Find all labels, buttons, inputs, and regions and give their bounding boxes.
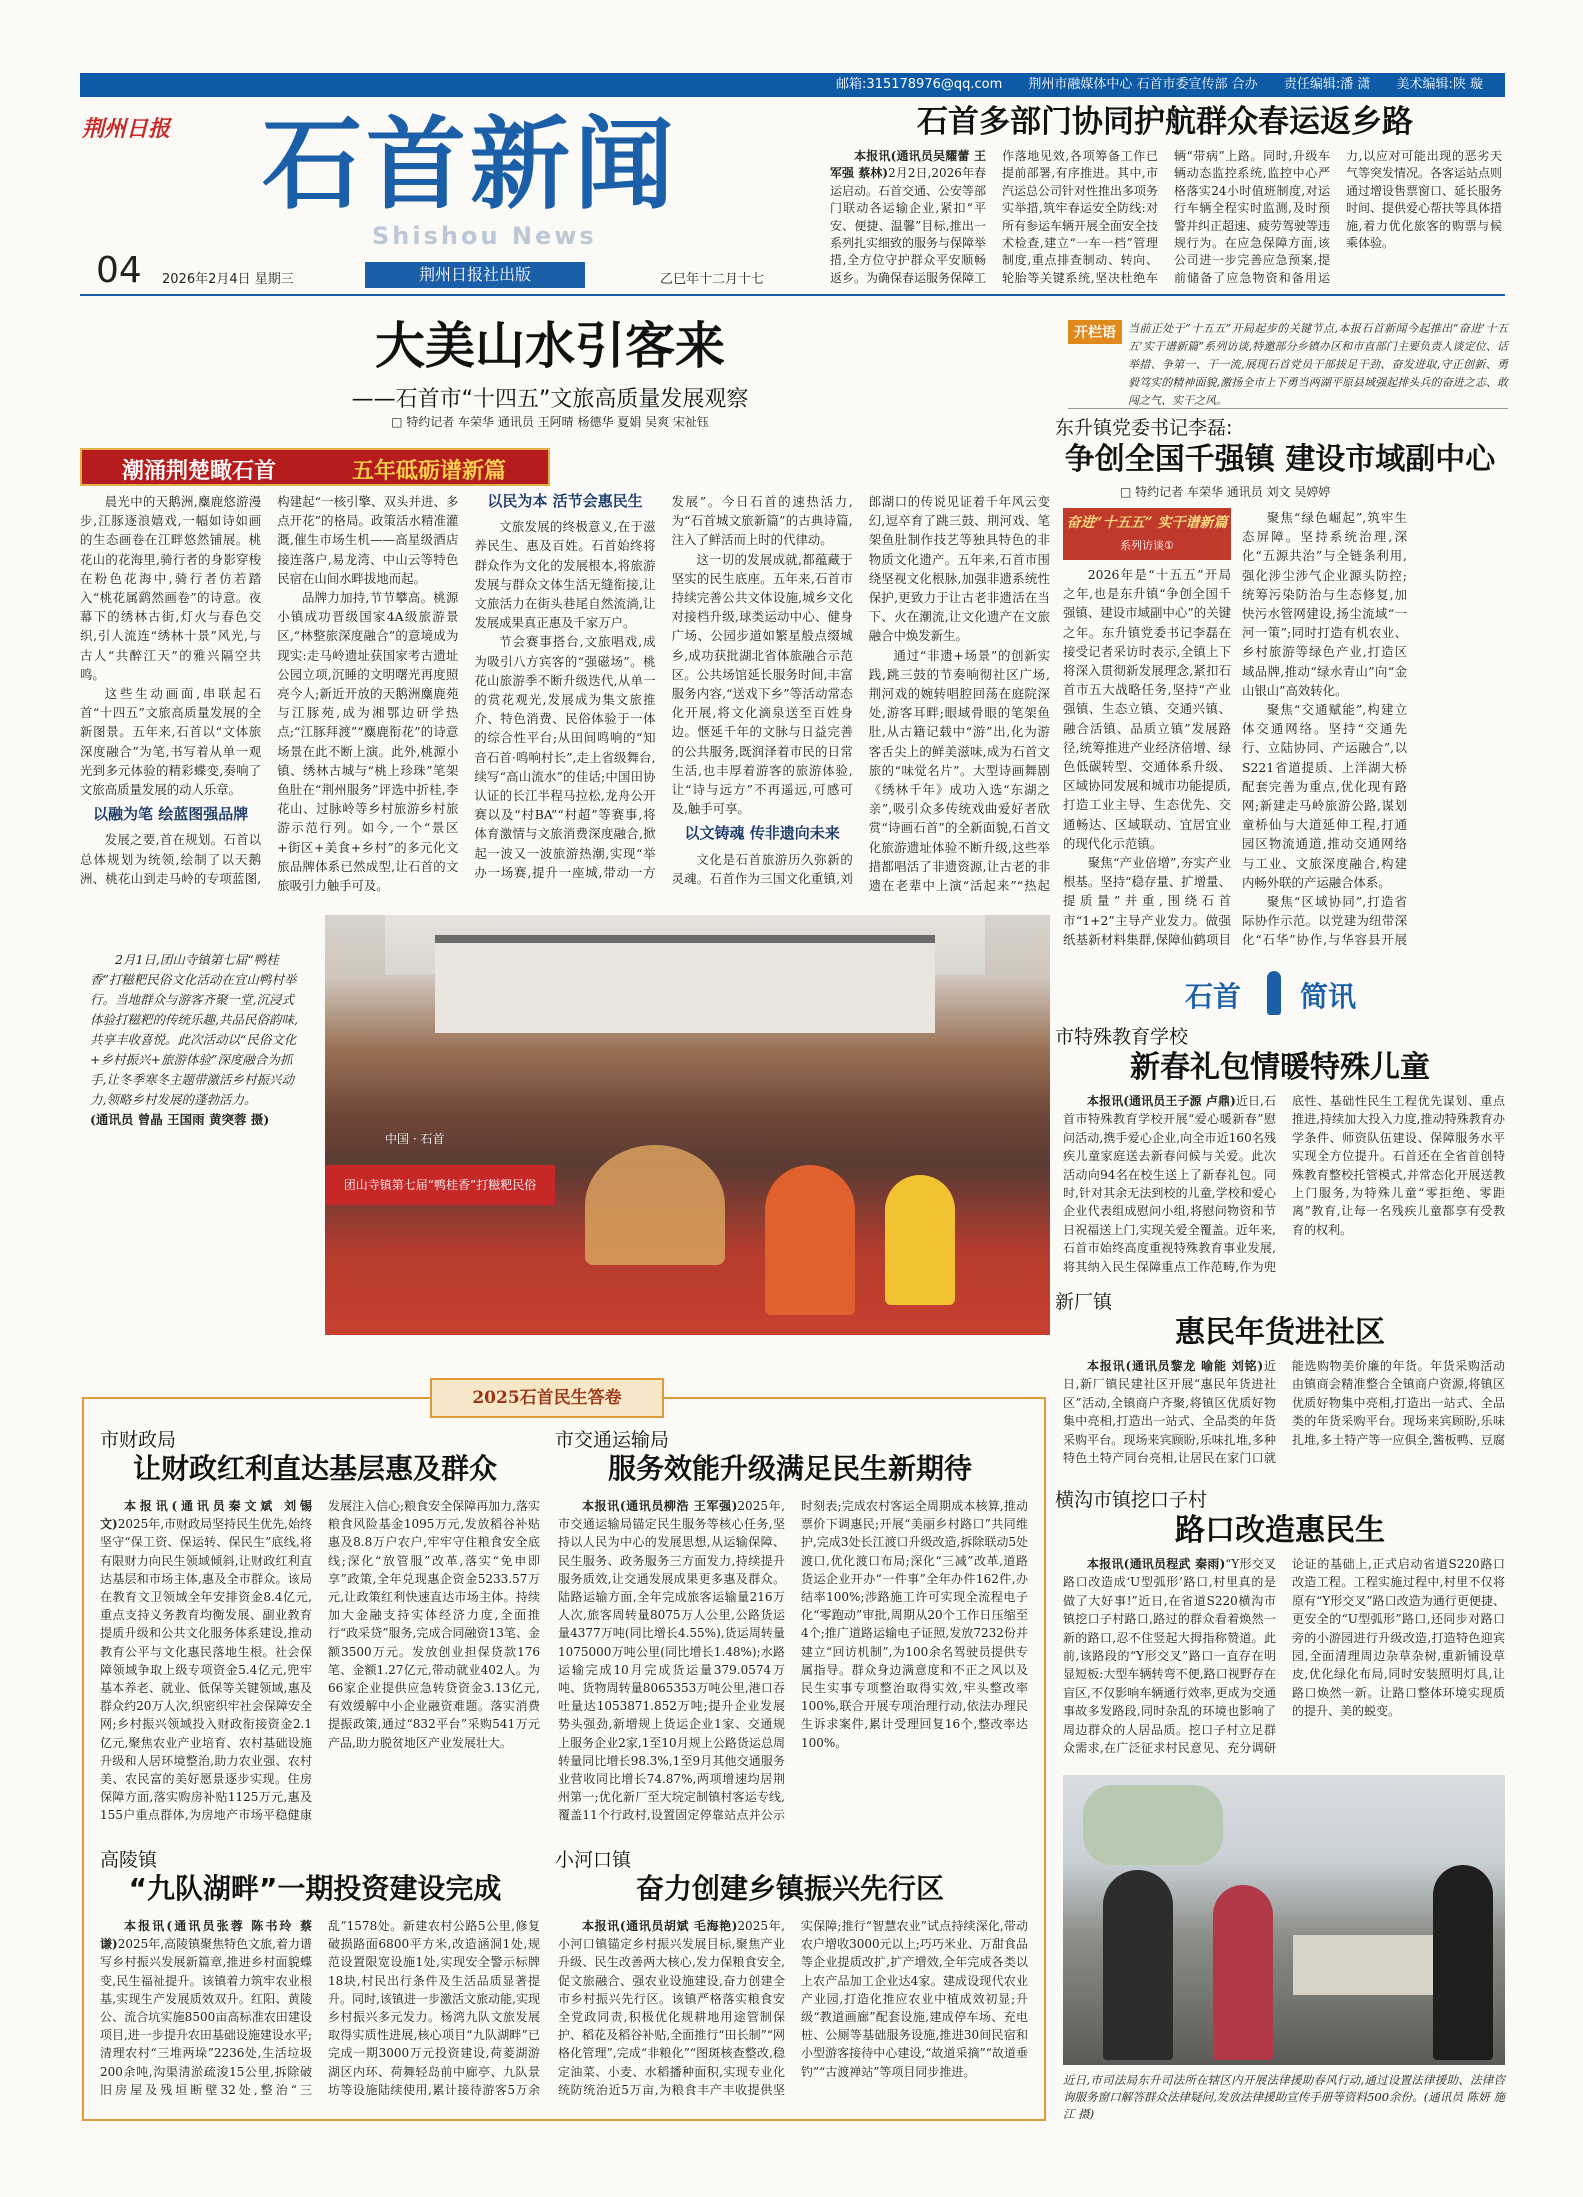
interview-kicker: 东升镇党委书记李磊: [1055, 417, 1233, 439]
lead-article-body [80, 492, 1050, 900]
item1-headline: 让财政红利直达基层惠及群众 [132, 1452, 497, 1485]
item3-byline: 本报讯(通讯员张蓉 陈书玲 蔡谦) [100, 1919, 312, 1952]
item4-kicker: 小河口镇 [555, 1849, 632, 1871]
masthead-english: Shishou News [372, 222, 597, 250]
photo-caption [90, 950, 300, 1130]
brief1-text: 近日,石首市特殊教育学校开展“爱心暖新春”慰问活动,携手爱心企业,向全市近160名残疾儿童家庭送去新春问候与关爱。此次活动向94名在校生送上了新春礼包。同时,针对其余无法到校的儿童,学校和爱心企业代表组成慰问小组,将慰问物资和节日祝福送上门,实现关爱全覆盖。近年来,石首市始终高度重视特殊教育事业发展,将其纳入民生保障重点工作范畴,作为兜底性、基础性民生工程优先谋划、重点推进,持续加大投入力度,推动特殊教育办学条件、师资队伍建设、保障服务水平实现全方位提升。石首还在全省首创特殊教育整校托管模式,并常态化开展送教上门服务,为特殊儿童“零拒绝、零距离”教育,让每一名残疾儿童都享有受教育的权利。 [1063, 1094, 1505, 1274]
photo-stage-text: 中国 · 石首 [385, 1132, 445, 1146]
lead-paragraph: 品牌力加持,节节攀高。桃源小镇成功晋级国家4A级旅游景区,“林整旅深度融合”的意境成为现实:走马岭遗址获国家考古遗址公园立项,沉睡的文明曙光再度照亮今人;新近开放的天鹅洲麋鹿苑与江豚苑,成为湘鄂边研学热点;“江豚拜渡”“麋鹿衔花”的诗意场景在此不断上演。此外,桃源小镇、绣林古城与“桃上珍珠”笔架鱼肚在“荆州服务”评选中折桂,李花山、过脉岭等乡村旅游乡村旅游示范行列。如今,一个“景区+街区+美食+乡村”的多元化文旅品牌体系已然成型,让石首的文旅吸引力触手可及。 [277, 590, 459, 894]
brief1-byline: 本报讯(通讯员王子源 卢鼎) [1087, 1094, 1236, 1108]
brief2-kicker: 新厂镇 [1055, 1291, 1113, 1313]
art-editor-text: 美术编辑:陕 璇 [1396, 77, 1483, 92]
kaipian-block [1068, 320, 1508, 410]
series-banner [80, 448, 550, 486]
interview-paragraph: 聚焦“产业倍增”,夯实产业根基。坚持“稳存量、扩增量、提质量”并重,围绕石首市“1+2”主导产业发力。做强纸基新材料集群,保障仙鹤项目 [1063, 855, 1231, 947]
brief2-headline: 惠民年货进社区 [1175, 1315, 1385, 1350]
brief2-body [1063, 1357, 1505, 1469]
series-badge-title: 奋进“十五五” 实干谱新篇 [1066, 515, 1228, 531]
top-info-bar [80, 73, 1505, 97]
legal-aid-caption: 近日,市司法局东升司法所在辖区内开展法律援助春风行动,通过设置法律援助、法律咨询服务窗口解答群众法律疑问,发放法律援助宣传手册等资料500余份。(通讯员 陈妍 施江 摄) [1063, 2073, 1505, 2121]
lunar-date: 乙巳年十二月十七 [660, 272, 765, 287]
item2-kicker: 市交通运输局 [555, 1429, 670, 1451]
photo-caption-text: 2月1日,团山寺镇第七届“鸭桂香”打糍粑民俗文化活动在宜山鸭村举行。当地群众与游客齐聚一堂,沉浸式体验打糍粑的传统乐趣,共品民俗韵味,共享丰收喜悦。此次活动以“民俗文化+乡村振兴+旅游体验”深度融合为抓手,让冬季寒冬主题带激活乡村振兴动力,领略乡村发展的蓬勃活力。 [90, 952, 298, 1107]
photo-performer-2 [885, 1175, 955, 1305]
brief3-body [1063, 1555, 1505, 1765]
brief3-text: “Y形交叉路口改造成‘U型弧形’路口,村里真的是做了大好事!”近日,在省道S220横沟市镇挖口子村路口,路过的群众看着焕然一新的路口,忍不住竖起大拇指称赞道。此前,该路段的“Y形交叉”路口一直存在明显短板:大型车辆转弯不便,路口视野存在盲区,不仅影响车辆通行效率,更成为交通事故多发路段,同时杂乱的环境也影响了周边群众的人居品质。挖口子村立足群众需求,在广泛征求村民意见、充分调研论证的基础上,正式启动省道S220路口改造工程。工程实施过程中,村里不仅将原有“Y形交叉”路口改造为通行更便捷、更安全的“U型弧形”路口,还同步对路口旁的小游园进行升级改造,打造特色迎宾园,全面清理周边杂草杂树,重新铺设草皮,优化绿化布局,同时安装照明灯具,让路口焕然一新。让路口整体环境实现质的提升、美的蜕变。 [1063, 1557, 1505, 1756]
item3-text: 2025年,高陵镇聚焦特色文旅,着力谱写乡村振兴发展新篇章,推进乡村面貌蝶变,民生福祉提升。该镇着力筑牢农业根基,实现生产发展质效双升。红阳、黄陵公、流合坑实施8500亩高标准农田建设项目,进一步提升农田基础设施建设水平;清理农村“三堆两垛”2236处,生活垃圾200余吨,沟渠清淤疏浚15公里,拆除破旧房屋及残垣断壁32处,整治“三乱”1578处。新建农村公路5公里,修复破损路面6800平方米,改造涵洞1处,规范设置限宽设施1处,实现安全警示标牌18块,村民出行条件及生活品质显著提升。同时,该镇进一步激活文旅动能,实现乡村振兴多元发力。杨湾九队文旅发展取得实质性进展,核心项目“九队湖畔”已完成一期3000万元投资建设,荷菱湖游湖区内环、荷舞轻岛前中廊亭、九队景坊等设施陆续使用,累计接待游客5万余 [100, 1919, 540, 2097]
interview-paragraph: 聚焦“绿色崛起”,筑牢生态屏障。坚持系统治理,深化“五源共治”与全链条利用,强化涉尘涉气企业源头防控;统筹污染防治与生态修复,加快污水管网建设,扬尘流域“一河一策”;同时打造有机农业、乡村旅游等绿色产业,打造区域品牌,推动“绿水青山”向“金山银山”高效转化。 [1242, 510, 1407, 698]
item3-headline: “九队湖畔”一期投资建设完成 [128, 1872, 502, 1905]
item2-headline: 服务效能升级满足民生新期待 [607, 1452, 972, 1485]
lead-paragraph: 通过“非遗+场景”的创新实践,跳三鼓的节奏响彻社区广场,荆河戏的婉转唱腔回荡在庭院深处,游客耳畔;眼域骨眼的笔架鱼肚,从古籍记载中“游”出,化为游客舌尖上的鲜美滋味,成为石首文旅的“味觉名片”。大型诗画舞剧《绣林千年》成功入选“东湖之亲”,吸引众多传统戏曲爱好者欣赏“诗画石首”的全新面貌,石首文化旅游遗址体验不断升级,这些举措都唱活了非遗资源,让古老的非遗在老辈中上演“活起来”“热起 [868, 647, 1050, 894]
interview-paragraph: 聚焦“交通赋能”,构建立体交通网络。坚持“交通先行、立陆协同、产运融合”,以S221省道提质、上洋湖大桥配套完善为重点,优化现有路网;新建走马岭旅游公路,谋划童桥仙与大道延伸工程,打通园区物流通道,推动交通网络与工业、文旅深度融合,构建内畅外联的产运融合体系。 [1242, 702, 1407, 890]
interview-byline: □ 特约记者 车荣华 通讯员 刘文 吴婷婷 [1120, 485, 1331, 499]
brief3-byline: 本报讯(通讯员程武 秦雨) [1087, 1557, 1226, 1571]
issue-date: 2026年2月4日 星期三 [162, 272, 294, 287]
interview-paragraph: 聚焦“区域协同”,打造省际协作示范。以党建为纽带深化“石华”协作,与华容县开展 [1242, 894, 1407, 948]
top-article-body [830, 148, 1502, 288]
banner-right-text: 五年砥砺谱新篇 [352, 458, 507, 484]
lead-paragraph: 发展之要,首在规划。石首以总体规划为统领,绘制了以天鹅洲、桃花山到走马岭的专项蓝图,构建起“一核引擎、双头并进、多点开花”的格局。政策活水精准灌溉,催生市场生机——高星级酒店接连落户,易龙湾、中山云等特色民宿在山间水畔拔地而起。 [80, 494, 459, 886]
masthead-title: 石首新闻 [262, 105, 678, 223]
photo-stage-banner: 团山寺镇第七届“鸭桂香”打糍粑民俗 [325, 1165, 555, 1205]
kaipian-label: 开栏语 [1068, 320, 1122, 344]
item4-byline: 本报讯(通讯员胡斌 毛海艳) [582, 1919, 738, 1933]
item2-byline: 本报讯(通讯员柳浩 王军强) [582, 1499, 738, 1513]
lead-byline: □ 特约记者 车荣华 通讯员 王阿晴 杨德华 夏娟 吴爽 宋祉钰 [391, 415, 709, 429]
editor-text: 责任编辑:潘 潇 [1283, 77, 1371, 92]
item3-body [100, 1917, 540, 2109]
brief3-kicker: 横沟市镇挖口子村 [1055, 1489, 1208, 1511]
lead-subheading: 以融为笔 绘蓝图强品牌 [92, 805, 249, 824]
photo-crowd-figure [585, 1145, 725, 1265]
interview-paragraph: 2026年是“十五五”开局之年,也是东升镇“争创全国千强镇、建设市域副中心”的关键之年。东升镇党委书记李磊在接受记者采访时表示,全镇上下将深入贯彻新发展理念,紧扣石首市五大战略任务,坚持“产业强镇、生态立镇、交通兴镇、融合活镇、品质立镇”发展路径,统筹推进产业经济倍增、绿色低碳转型、交通体系升级、区域协同发展和城市功能提质,打造工业主导、生态优先、交通畅达、区域联动、宜居宜业的现代化示范镇。 [1063, 567, 1231, 851]
lead-paragraph: 晨光中的天鹅洲,麋鹿悠游漫步,江豚逐浪嬉戏,一幅如诗如画的生态画卷在江畔悠然铺展。桃花山的花海里,骑行者的身影穿梭在粉色花海中,骑行者仿若踏入“桃花属鹞然画卷”的诗意。夜幕下的绣林古街,灯火与春色交织,引人流连“绣林十景”风光,与古人“共醉江天”的雅兴隔空共鸣。 [80, 494, 262, 682]
item3-kicker: 高陵镇 [100, 1849, 158, 1871]
lead-paragraph: 文化是石首旅游历久弥新的灵魂。石首作为三国文化重镇,刘郎湖口的传说见证着千年风云变幻,逗卒育了跳三鼓、荆河戏、笔架鱼肚制作技艺等独具特色的非物质文化遗产。五年来,石首市围绕坚视文化根脉,加强非遗系统性保护,更致力于让古老非遗活在当下、火在潮流,让文化遗产在文旅融合中焕发新生。 [671, 494, 1050, 886]
item2-text: 2025年,市交通运输局锚定民生服务等核心任务,坚持以人民为中心的发展思想,从运输保障、民生服务、政务服务三方面发力,持续提升服务质效,让交通发展成果更多惠及群众。陆路运输方面,全年完成旅客运输量216万人次,旅客周转量8075万人公里,公路货运量4377万吨(同比增长4.55%),货运周转量1075000万吨公里(同比增长1.48%);水路运输完成10月完成货运量379.0574万吨、货物周转量8065353万吨公里,港口吞吐量达1053871.852万吨;提升企业发展势头强劲,新增规上货运企业1家、交通规上服务企业2家,1至10月规上公路货运总周转量同比增长98.3%,1至9月其他交通服务业营收同比增长74.87%,两项增速均居荆州第一;优化新厂至大垸定制镇村客运专线,覆盖11个行政村,设置固定停靠站点并公示时刻表;完成农村客运全周期成本核算,推动票价下调惠民;开展“美丽乡村路口”共同维护,完成3处长江渡口升级改造,拆除联动5处渡口,优化渡口布局;深化“三减”改革,道路货运企业开办“一件事”全年办件162件,办结率100%;涉路施工许可实现全流程电子化“零跑动”审批,周期从20个工作日压缩至4个;推广道路运输电子证照,发放7232份并建立“回访机制”,为100余名驾驶员提供专属指导。群众身边满意度和不正之风以及民生实事专项整治取得实效,牢头整改率100%,联合开展专项治理行动,依法办理民生诉求案件,累计受理回复16个,整改率达100%。 [558, 1499, 1028, 1823]
series-badge-number: 系列访谈① [1120, 539, 1174, 552]
publisher-badge: 荆州日报社出版 [365, 262, 585, 288]
photo-person-1 [1103, 1870, 1173, 2060]
lead-paragraph: 文旅发展的终极意义,在于滋养民生、惠及百姓。石首始终将群众作为文化的发展根本,将旅游发展与群众文体生活无缝衔接,让文旅活力在街头巷尾自然流淌,让发展成果真正惠及千家万户。 [474, 519, 656, 631]
top-article-byline: 本报讯(通讯员吴耀蕾 王军强 蔡林) [830, 149, 986, 181]
series-badge [1063, 508, 1231, 560]
organizer-text: 荆州市融媒体中心 石首市委宣传部 合办 [1028, 77, 1258, 92]
jianxun-header [1055, 965, 1505, 1027]
page-number: 04 [96, 250, 142, 291]
lead-paragraph: 这一切的发展成就,都蕴藏于坚实的民生底座。五年来,石首市持续完善公共文体设施,城乡文化对接档升级,球类运动中心、健身广场、公园步道如繁星般点缀城乡,成功获批湖北省体旅融合示范区。公共场馆延长服务时间,丰富服务内容,“送戏下乡”等活动常态化开展,将文化滴泉送至百姓身边。惬延千年的文脉与日益完善的公共服务,既润泽着市民的日常生活,也丰厚着游客的旅游体验,让“诗与远方”不再遥远,可感可及,触手可享。 [671, 551, 853, 817]
item1-byline: 本报讯(通讯员秦文斌 刘锡文) [100, 1499, 312, 1532]
item1-body [100, 1497, 540, 1837]
lead-paragraph: 这些生动画面,串联起石首“十四五”文旅高质量发展的全新图景。五年来,石首以“文体旅深度融合”为笔,书写着从单一观光到多元体验的精彩蝶变,奏响了文旅高质量发展的动人乐章。 [80, 686, 262, 798]
top-article-text: 2月2日,2026年春运启动。石首交通、公安等部门联动各运输企业,紧扣“平安、便捷、温馨”目标,推出一系列扎实细致的服务与保障举措,全方位守护群众平安顺畅返乡。为确保春运服务保障工作落地见效,各项筹备工作已提前部署,有序推进。其中,市汽运总公司针对性推出多项务实举措,筑牢春运安全防线:对所有参运车辆开展全面安全技术检查,建立“一车一档”管理制度,重点排查制动、转向、轮胎等关键系统,坚决杜绝车辆“带病”上路。同时,升级车辆动态监控系统,监控中心严格落实24小时值班制度,对运行车辆全程实时监测,及时预警并纠正超速、疲劳驾驶等违规行为。在应急保障方面,该公司进一步完善应急预案,提前储备了应急物资和备用运力,以应对可能出现的恶劣天气等突发情况。各客运站点则通过增设售票窗口、延长服务时间、提供爱心帮扶等具体措施,着力优化旅客的购票与候乘体验。 [830, 149, 1502, 285]
lead-subhead: ——石首市“十四五”文旅高质量发展观察 [351, 387, 749, 412]
minsheng-banner: 2025石首民生答卷 [430, 1378, 664, 1418]
legal-aid-photo [1063, 1775, 1505, 2065]
lead-subheading: 以文铸魂 传非遗向未来 [684, 824, 840, 843]
main-photo [325, 915, 1050, 1335]
brief1-kicker: 市特殊教育学校 [1055, 1026, 1189, 1048]
photo-table [1293, 1935, 1433, 1995]
photo-caption-credit: (通讯员 曾晶 王国雨 黄突蓉 摄) [90, 1112, 270, 1127]
item2-body [558, 1497, 1028, 1837]
lead-headline: 大美山水引客来 [375, 317, 725, 375]
photo-tree [1083, 1785, 1223, 1865]
photo-person-3 [1433, 1865, 1493, 2060]
banner-left-text: 潮涌荆楚瞰石首 [122, 458, 277, 484]
photo-person-2 [1213, 1885, 1273, 2060]
item4-text: 2025年,小河口镇锚定乡村振兴发展目标,聚焦产业升级、民生改善两大核心,发力保粮食安全,促文旅融合、强农业设施建设,奋力创建全市乡村振兴先行区。该镇严格落实粮食安全党政同责,积极优化规耕地用途管制保护、稻花及稻谷补贴,全面推行“田长制”“网格化管理”,完成“非粮化”“图斑核查整改,稳定油菜、小麦、水稻播种面积,实现专业化统防统治近5万亩,为粮食丰产丰收提供坚实保障;推行“智慧农业”试点持续深化,带动农户增收3000元以上;巧巧米业、万甜食品等企业提质改扩,扩产增效,全年完成各类以上农产品加工企业达4家。建成设现代农业产业园,打造化推应农业中植成效初显;升级“教道画廊”配套设施,建成停车场、充电桩、公厕等基础服务设施,推进30间民宿和小型游客接待中心建设,“故道采摘”“故道垂钓”“古渡禅站”等项目同步推进。 [558, 1919, 1028, 2097]
masthead-rule [80, 294, 1505, 296]
item4-headline: 奋力创建乡镇振兴先行区 [635, 1872, 944, 1905]
interview-body-col1 [1063, 565, 1231, 960]
brief1-body [1063, 1092, 1505, 1287]
item1-text: 2025年,市财政局坚持民生优先,始终坚守“保工资、保运转、保民生”底线,将有限财力向民生领域倾斜,让财政红利直达基层和市场主体,惠及全市群众。该局在教育文卫领域全年安排资金8.4亿元,重点支持义务教育均衡发展、副业教育提质升级和公共文化服务体系建设,推动教育公平与文化惠民落地生根。社会保障领域争取上级专项资金5.4亿元,兜牢基本养老、就业、低保等关键领域,惠及群众约20万人次,织密织牢社会保障安全网;乡村振兴领域投入财政衔接资金2.1亿元,聚焦农业产业培育、农村基础设施升级和人居环境整治,助力农业强、农村美、农民富的美好愿景逐步实现。住房保障方面,落实购房补贴1125万元,惠及155户重点群体,为房地产市场平稳健康发展注入信心;粮食安全保障再加力,落实粮食风险基金1095万元,发放稻谷补贴惠及8.8万户农户,牢牢守住粮食安全底线;深化“放管服”改革,落实“免申即享”政策,全年兑现惠企资金5233.57万元,让政策红利快速直达市场主体。持续加大金融支持实体经济力度,全面推行“政采贷”服务,完成合同融资13笔、金额3500万元。发放创业担保贷款176笔、金额1.27亿元,带动就业402人。为66家企业提供应急转贷资金3.13亿元,有效缓解中小企业融资难题。落实消费提振政策,通过“832平台”采购541万元产品,助力脱贫地区产业发展壮大。 [100, 1499, 540, 1823]
kaipian-text: 当前正处于“十五五”开局起步的关键节点,本报石首新闻今起推出“奋进‘十五五’实干谱新篇”系列访谈,特邀部分乡镇办区和市直部门主要负责人谈定位、话举措、争第一、干一流,展现石首党员干部拔足干劲、奋发进取,守正创新、勇毅笃实的精神面貌,激扬全市上下勇当两湖平原县域强起排头兵的奋进之志、敢闯之气、实干之风。 [1128, 322, 1508, 407]
brief2-text: 近日,新厂镇民建社区开展“惠民年货进社区”活动,全镇商户齐聚,将镇区优质好物集中亮相,打造出一站式、全品类的年货采购平台。现场来宾顾盼,乐味扎堆,多种特色土特产同台亮相,让居民在家门口就能选购物美价廉的年货。年货采购活动由镇商会精准整合全镇商户资源,将镇区优质好物集中亮相,打造出一站式、全品类的年货采购平台。现场来宾顾盼,乐味扎堆,多土特产等一应俱全,酱板鸭、豆腐 [1063, 1359, 1505, 1466]
photo-building [435, 935, 935, 1033]
top-article-headline: 石首多部门协同护航群众春运返乡路 [917, 104, 1413, 140]
item1-kicker: 市财政局 [100, 1429, 177, 1451]
brief1-headline: 新春礼包情暖特殊儿童 [1130, 1050, 1430, 1085]
lead-subheading: 以民为本 活节会惠民生 [487, 492, 643, 510]
brief2-byline: 本报讯(通讯员黎龙 喻能 刘铭) [1087, 1359, 1264, 1373]
photo-performer [765, 1165, 855, 1315]
kaipian-rule [1068, 408, 1508, 409]
interview-headline: 争创全国千强镇 建设市域副中心 [1064, 442, 1496, 477]
jianxun-left: 石首 [1185, 980, 1242, 1013]
paper-logo: 荆州日报 [82, 116, 171, 142]
email-text: 邮箱:315178976@qq.com [836, 77, 1003, 92]
jianxun-right: 简讯 [1300, 980, 1357, 1013]
interview-body-col2 [1242, 508, 1407, 960]
lead-paragraph: 节会赛事搭台,文旅唱戏,成为吸引八方宾客的“强磁场”。桃花山旅游季不断升级迭代,从单一的赏花观光,发展成为集文旅推介、特色消费、民俗体验于一体的综合性平台;从田间鸣响的“知音石首·鸣响村长”,走上省级舞台,续写“高山流水”的佳话;中国田协认证的长江半程马拉松,龙舟公开赛以及“村BA”“村超”等赛事,将体育激情与文旅消费深度融合,掀起一波又一波旅游热潮,实现“举办一场赛,提升一座城,带动一方发展”。今日石首的速热活力,为“石首城文旅新篇”的古典诗篇,注入了鲜活而上时的代律动。 [474, 494, 853, 880]
brief3-headline: 路口改造惠民生 [1175, 1513, 1385, 1548]
pen-icon [1267, 971, 1281, 1015]
item4-body [558, 1917, 1028, 2109]
